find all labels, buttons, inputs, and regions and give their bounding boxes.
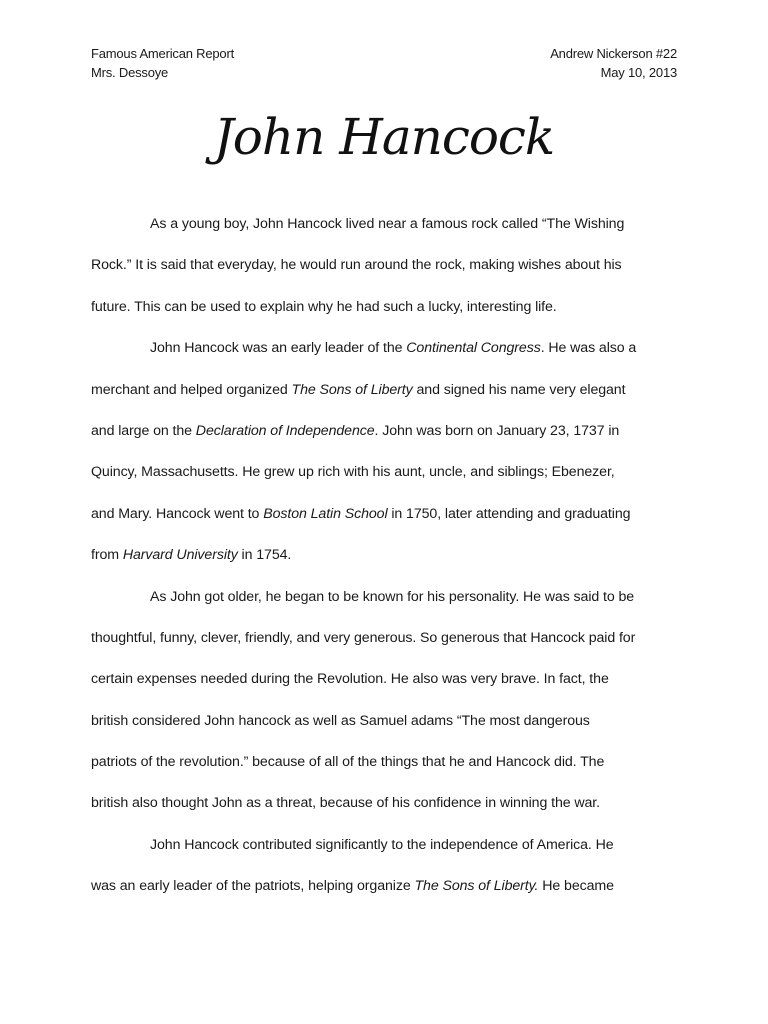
body-line: John Hancock was an early leader of the Continental Congress. He was also a [150, 340, 637, 357]
body-line: certain expenses needed during the Revolution. He also was very brave. In fact, the [91, 671, 609, 688]
report-date: May 10, 2013 [600, 65, 677, 80]
body-line: and large on the Declaration of Independence. John was born on January 23, 1737 in [91, 422, 620, 439]
teacher-name: Mrs. Dessoye [91, 65, 169, 80]
body-line: Quincy, Massachusetts. He grew up rich with his aunt, uncle, and siblings; Ebenezer, [91, 464, 615, 481]
body-line: John Hancock contributed significantly to the independence of America. He [150, 836, 614, 853]
body-line: was an early leader of the patriots, helping organize The Sons of Liberty. He became [91, 878, 614, 895]
report-type: Famous American Report [91, 46, 234, 61]
body-line: Rock.” It is said that everyday, he would run around the rock, making wishes about his [91, 257, 622, 274]
body-line: patriots of the revolution.” because of all of the things that he and Hancock did. The [91, 754, 605, 771]
italic-term: Boston Latin School [263, 505, 388, 522]
header-left [91, 44, 234, 82]
body-line: As a young boy, John Hancock lived near a famous rock called “The Wishing [150, 216, 625, 232]
body-line: merchant and helped organized The Sons of Liberty and signed his name very elegant [91, 381, 626, 398]
header-right [550, 44, 677, 82]
italic-term: Continental Congress [406, 340, 541, 357]
body-line: future. This can be used to explain why he had such a lucky, interesting life. [91, 298, 557, 315]
student-name: Andrew Nickerson #22 [550, 46, 677, 61]
body-line: As John got older, he began to be known for his personality. He was said to be [150, 588, 635, 605]
report-body [91, 204, 691, 908]
body-line: from Harvard University in 1754. [91, 547, 292, 564]
body-line: and Mary. Hancock went to Boston Latin School in 1750, later attending and graduating [91, 505, 631, 522]
italic-term: Declaration of Independence [195, 422, 375, 439]
body-line: thoughtful, funny, clever, friendly, and very generous. So generous that Hancock paid for [91, 629, 636, 646]
body-line: british considered John hancock as well as Samuel adams “The most dangerous [91, 712, 590, 729]
body-line: british also thought John as a threat, because of his confidence in winning the war. [91, 795, 600, 812]
page-title: John Hancock [213, 108, 555, 166]
italic-term: Harvard University [122, 547, 238, 564]
italic-term: The Sons of Liberty [291, 381, 413, 398]
italic-term: The Sons of Liberty. [414, 878, 539, 895]
